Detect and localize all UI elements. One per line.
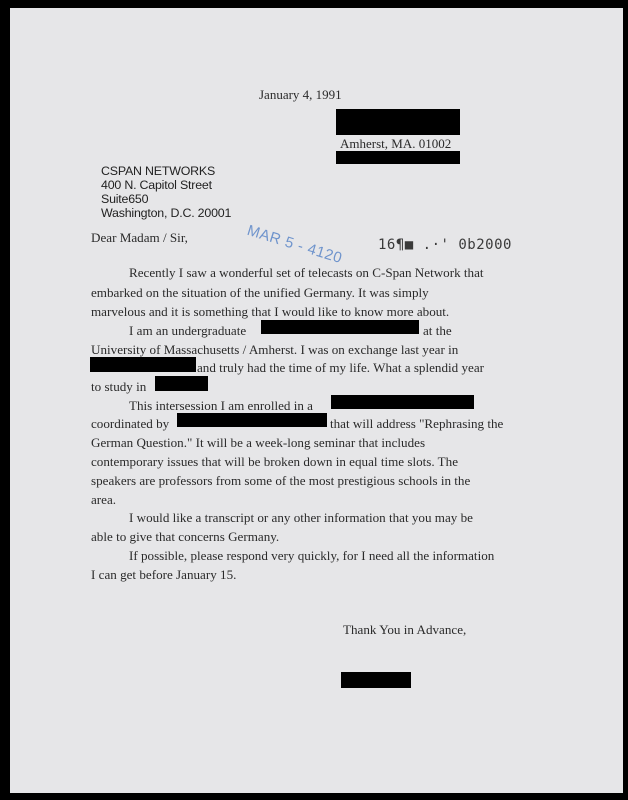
redacted-signature — [341, 672, 411, 688]
redacted-text — [331, 395, 474, 409]
salutation: Dear Madam / Sir, — [91, 230, 188, 245]
body-line: I would like a transcript or any other information that you may be — [129, 510, 473, 525]
recipient-line-3: Suite650 — [101, 192, 149, 206]
body-line: marvelous and it is something that I would like to know more about. — [91, 304, 450, 319]
received-date-stamp: MAR 5 - 4120 — [245, 222, 345, 268]
body-line: Recently I saw a wonderful set of telecasts on C-Span Network that — [129, 265, 484, 280]
redacted-text — [155, 376, 208, 391]
body-line: to study in — [91, 379, 147, 394]
body-line: University of Massachusetts / Amherst. I was on exchange last year in — [91, 342, 459, 357]
redacted-text — [90, 357, 196, 372]
body-line: I can get before January 15. — [91, 567, 237, 582]
body-line: that will address "Rephrasing the — [330, 416, 504, 431]
body-line: and truly had the time of my life. What a splendid year — [197, 360, 485, 375]
sender-city: Amherst, MA. 01002 — [340, 136, 452, 151]
body-line: If possible, please respond very quickly, for I need all the information — [129, 548, 495, 563]
redacted-sender-name — [336, 109, 460, 135]
redacted-text — [177, 413, 327, 427]
body-line: coordinated by — [91, 416, 170, 431]
body-line: able to give that concerns Germany. — [91, 529, 280, 544]
body-line: at the — [423, 323, 452, 338]
letter-page — [10, 8, 623, 793]
body-line: contemporary issues that will be broken down in equal time slots. The — [91, 454, 459, 469]
body-line: speakers are professors from some of the most prestigious schools in the — [91, 473, 471, 488]
document-number-stamp: 16¶■ .·' 0b2000 — [378, 237, 512, 253]
body-line: German Question." It will be a week-long seminar that includes — [91, 435, 426, 450]
redacted-sender-line — [336, 151, 460, 164]
body-line: This intersession I am enrolled in a — [129, 398, 313, 413]
body-line: area. — [91, 492, 117, 507]
redacted-text — [261, 320, 419, 334]
letter-date: January 4, 1991 — [259, 87, 342, 102]
recipient-line-1: CSPAN NETWORKS — [101, 164, 216, 178]
body-line: embarked on the situation of the unified Germany. It was simply — [91, 285, 429, 300]
body-line: I am an undergraduate — [129, 323, 247, 338]
recipient-line-2: 400 N. Capitol Street — [101, 178, 212, 192]
recipient-line-4: Washington, D.C. 20001 — [101, 206, 232, 220]
closing: Thank You in Advance, — [343, 622, 467, 637]
